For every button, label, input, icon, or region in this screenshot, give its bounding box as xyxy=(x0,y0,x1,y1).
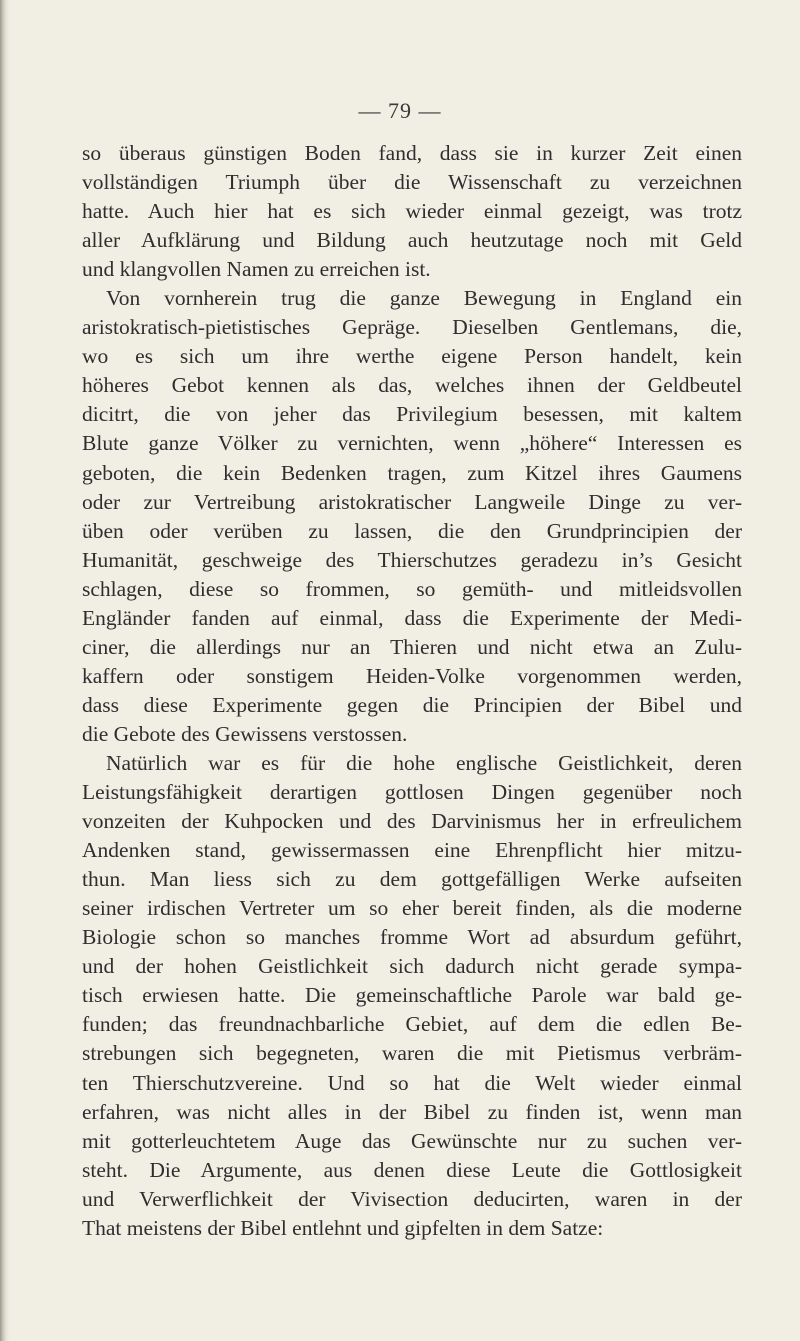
text-line: Von vornherein trug die ganze Bewegung in England ein xyxy=(106,286,742,311)
text-line: strebungen sich begegneten, waren die mit Pietismus verbräm- xyxy=(82,1041,742,1066)
text-line: hatte. Auch hier hat es sich wieder einmal gezeigt, was trotz xyxy=(82,199,742,224)
text-line: und klangvollen Namen zu erreichen ist. xyxy=(82,257,431,282)
text-line: oder zur Vertreibung aristokratischer Langweile Dinge zu ver- xyxy=(82,489,742,514)
text-line: geboten, die kein Bedenken tragen, zum Kitzel ihres Gaumens xyxy=(82,460,742,485)
text-line: steht. Die Argumente, aus denen diese Leute die Gottlosigkeit xyxy=(82,1157,742,1182)
text-line: Blute ganze Völker zu vernichten, wenn „höhere“ Interessen es xyxy=(82,431,742,456)
text-line: vonzeiten der Kuhpocken und des Darvinismus her in erfreulichem xyxy=(82,809,742,834)
text-line: Natürlich war es für die hohe englische Geistlichkeit, deren xyxy=(106,750,742,775)
text-line: That meistens der Bibel entlehnt und gipfelten in dem Satze: xyxy=(82,1215,604,1240)
text-line: Andenken stand, gewissermassen eine Ehrenpflicht hier mitzu- xyxy=(82,838,742,863)
text-line: und Verwerflichkeit der Vivisection deducirten, waren in der xyxy=(82,1186,742,1211)
text-line: höheres Gebot kennen als das, welches ihnen der Geldbeutel xyxy=(82,373,742,398)
text-line: erfahren, was nicht alles in der Bibel zu finden ist, wenn man xyxy=(82,1099,742,1124)
text-line: schlagen, diese so frommen, so gemüth- und mitleidsvollen xyxy=(82,576,742,601)
text-line: kaffern oder sonstigem Heiden-Volke vorgenommen werden, xyxy=(82,663,742,688)
text-line: Humanität, geschweige des Thierschutzes geradezu in’s Gesicht xyxy=(82,547,742,572)
text-line: die Gebote des Gewissens verstossen. xyxy=(82,721,408,746)
text-line: funden; das freundnachbarliche Gebiet, auf dem die edlen Be- xyxy=(82,1012,742,1037)
book-spine-edge xyxy=(0,0,10,1341)
text-line: und der hohen Geistlichkeit sich dadurch nicht gerade sympa- xyxy=(82,954,742,979)
text-line: ten Thierschutzvereine. Und so hat die Welt wieder einmal xyxy=(82,1070,742,1095)
text-line: aller Aufklärung und Bildung auch heutzutage noch mit Geld xyxy=(82,228,742,253)
body-text xyxy=(82,139,742,1243)
text-line: wo es sich um ihre werthe eigene Person handelt, kein xyxy=(82,344,742,369)
text-line: seiner irdischen Vertreter um so eher bereit finden, als die moderne xyxy=(82,896,742,921)
text-line: dicitrt, die von jeher das Privilegium besessen, mit kaltem xyxy=(82,402,742,427)
page-number: — 79 — xyxy=(358,98,442,123)
text-line: mit gotterleuchtetem Auge das Gewünschte nur zu suchen ver- xyxy=(82,1128,742,1153)
text-line: vollständigen Triumph über die Wissenschaft zu verzeichnen xyxy=(82,170,742,195)
text-line: üben oder verüben zu lassen, die den Grundprincipien der xyxy=(82,518,742,543)
text-line: aristokratisch-pietistisches Gepräge. Dieselben Gentlemans, die, xyxy=(82,315,742,340)
text-line: Engländer fanden auf einmal, dass die Experimente der Medi- xyxy=(82,605,742,630)
text-line: so überaus günstigen Boden fand, dass sie in kurzer Zeit einen xyxy=(82,141,742,165)
text-line: thun. Man liess sich zu dem gottgefälligen Werke aufseiten xyxy=(82,867,742,892)
text-line: dass diese Experimente gegen die Principien der Bibel und xyxy=(82,692,742,717)
text-line: Leistungsfähigkeit derartigen gottlosen Dingen gegenüber noch xyxy=(82,780,742,805)
text-line: tisch erwiesen hatte. Die gemeinschaftliche Parole war bald ge- xyxy=(82,983,742,1008)
text-line: ciner, die allerdings nur an Thieren und nicht etwa an Zulu- xyxy=(82,634,742,659)
text-line: Biologie schon so manches fromme Wort ad absurdum geführt, xyxy=(82,925,742,950)
